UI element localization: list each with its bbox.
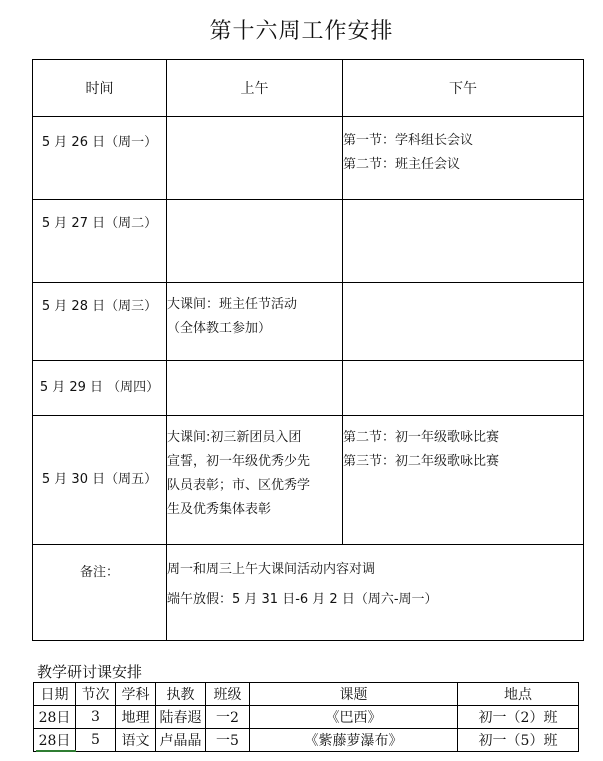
cell-selection-underline [36,750,76,752]
pm-cell [343,361,584,416]
pm-line: 第三节：初二年级歌咏比赛 [343,454,500,469]
am-line: 宣誓，初一年级优秀少先 [167,454,311,469]
am-cell [167,361,343,416]
page-title: 第十六周工作安排 [209,19,394,44]
note-line: 端午放假：5 月 31 日-6 月 2 日（周六-周一） [167,592,438,607]
row-thursday [33,361,584,416]
pm-cell [343,416,584,545]
date-cell: 5 月 30 日（周五） [33,416,167,545]
notes-cell [167,545,584,641]
col-subject: 学科 [116,683,156,706]
am-line: 生及优秀集体表彰 [167,502,272,517]
date-cell: 5 月 26 日（周一） [33,117,167,200]
row-tuesday [33,200,584,283]
am-line: 大课间:初三新团员入团 [167,430,302,445]
cell-period: 5 [76,729,116,752]
row-friday [33,416,584,545]
col-location: 地点 [458,683,579,706]
cell-teacher: 陆春遐 [156,706,206,729]
row-wednesday [33,283,584,361]
am-cell [167,200,343,283]
pm-line: 第二节：班主任会议 [343,157,461,172]
weekly-schedule-table [32,59,584,641]
research-lesson-table [33,682,579,752]
cell-subject: 地理 [116,706,156,729]
col-date: 日期 [34,683,76,706]
am-cell [167,416,343,545]
am-line: 大课间：班主任节活动 [167,297,298,312]
table-row [34,729,579,752]
am-cell [167,117,343,200]
date-cell: 5 月 27 日（周二） [33,200,167,283]
pm-cell [343,283,584,361]
cell-date: 28日 [34,706,76,729]
am-line: 队员表彰；市、区优秀学 [167,478,311,493]
cell-topic: 《紫藤萝瀑布》 [250,729,458,752]
am-cell [167,283,343,361]
am-line: （全体教工参加） [167,321,272,336]
cell-period: 3 [76,706,116,729]
row-notes [33,545,584,641]
col-topic: 课题 [250,683,458,706]
cell-subject: 语文 [116,729,156,752]
cell-class: 一2 [206,706,250,729]
cell-date: 28日 [34,729,76,752]
pm-line: 第一节：学科组长会议 [343,133,474,148]
table-row [34,706,579,729]
pm-line: 第二节：初一年级歌咏比赛 [343,430,500,445]
cell-location: 初一（2）班 [458,706,579,729]
header-row [33,60,584,117]
cell-teacher: 卢晶晶 [156,729,206,752]
notes-label: 备注： [33,545,167,641]
header-am: 上午 [167,60,343,117]
cell-topic: 《巴西》 [250,706,458,729]
note-line: 周一和周三上午大课间活动内容对调 [167,562,376,577]
col-class: 班级 [206,683,250,706]
cell-class: 一5 [206,729,250,752]
pm-cell [343,200,584,283]
col-period: 节次 [76,683,116,706]
header-pm: 下午 [343,60,584,117]
date-cell: 5 月 28 日（周三） [33,283,167,361]
pm-cell [343,117,584,200]
cell-location: 初一（5）班 [458,729,579,752]
date-cell: 5 月 29 日 （周四） [33,361,167,416]
col-teacher: 执教 [156,683,206,706]
research-header-row [34,683,579,706]
header-time: 时间 [33,60,167,117]
research-title: 教学研讨课安排 [37,663,143,681]
row-monday [33,117,584,200]
